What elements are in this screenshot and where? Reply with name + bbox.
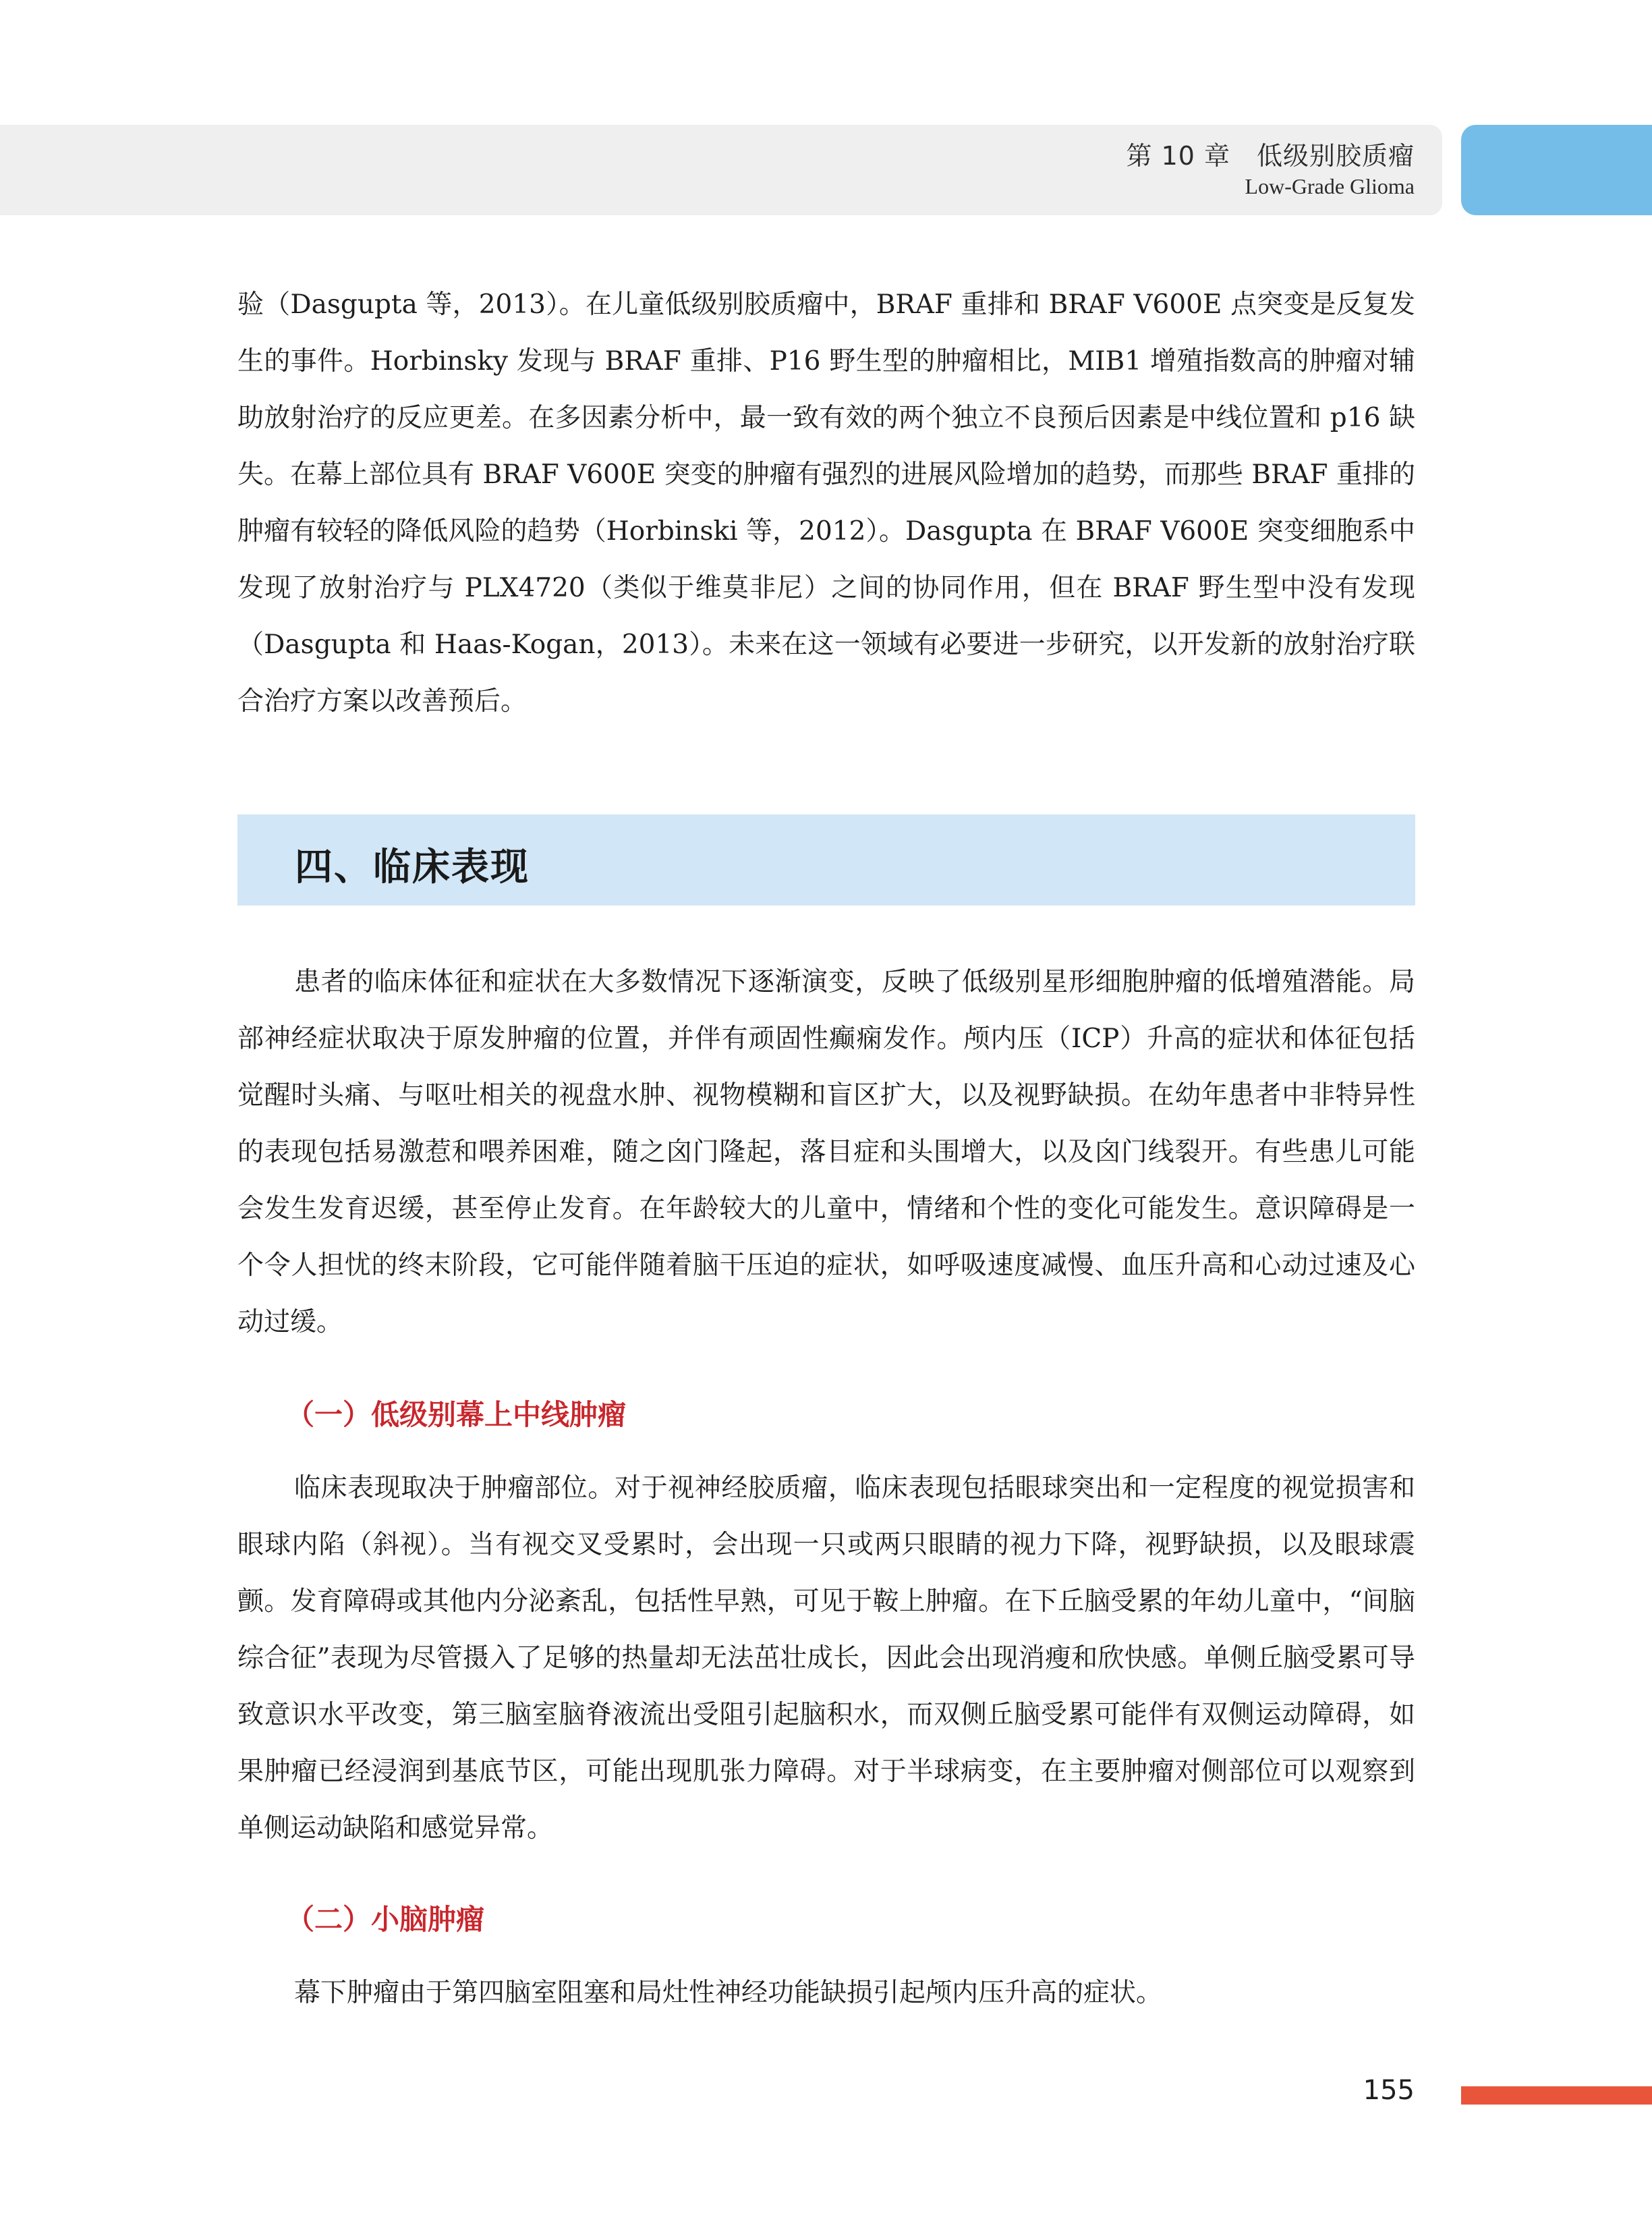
- paragraph-text: 患者的临床体征和症状在大多数情况下逐渐演变，反映了低级别星形细胞肿瘤的低增殖潜能。局部神经症状取决于原发肿瘤的位置，并伴有顽固性癫痫发作。颅内压（ICP）升高的症状和体征包括觉醒时头痛、与呕吐相关的视盘水肿、视物模糊和盲区扩大，以及视野缺损。在幼年患者中非特异性的表现包括易激惹和喂养困难，随之囟门隆起，落目症和头围增大，以及囟门线裂开。有些患儿可能会发生发育迟缓，甚至停止发育。在年龄较大的儿童中，情绪和个性的变化可能发生。意识障碍是一个令人担忧的终末阶段，它可能伴随着脑干压迫的症状，如呼吸速度减慢、血压升高和心动过速及心动过缓。: [237, 967, 1415, 1337]
- chapter-subtitle: Low-Grade Glioma: [1245, 174, 1415, 198]
- body-paragraph: [237, 1965, 1415, 2022]
- paragraph-text: 幕下肿瘤由于第四脑室阻塞和局灶性神经功能缺损引起颅内压升高的症状。: [294, 1978, 1163, 2008]
- body-paragraph: [237, 954, 1415, 1351]
- subsection-heading: （一）低级别幕上中线肿瘤: [286, 1398, 627, 1431]
- section-heading-band: [237, 814, 1415, 906]
- chapter-tab: [1461, 125, 1652, 215]
- section-title: 四、临床表现: [295, 845, 530, 889]
- subsection-heading: （二）小脑肿瘤: [286, 1903, 485, 1936]
- page-number: 155: [1363, 2075, 1415, 2106]
- paragraph-text: 验（Dasgupta 等，2013）。在儿童低级别胶质瘤中，BRAF 重排和 BRAF V600E 点突变是反复发生的事件。Horbinsky 发现与 BRAF 重排、P16 野生型的肿瘤相比，MIB1 增殖指数高的肿瘤对辅助放射治疗的反应更差。在多因素分析中，最一致有效的两个独立不良预后因素是中线位置和 p16 缺失。在幕上部位具有 BRAF V600E 突变的肿瘤有强烈的进展风险增加的趋势，而那些 BRAF 重排的肿瘤有较轻的降低风险的趋势（Horbinski 等，2012）。Dasgupta 在 BRAF V600E 突变细胞系中发现了放射治疗与 PLX4720（类似于维莫非尼）之间的协同作用，但在 BRAF 野生型中没有发现（Dasgupta 和 Haas-Kogan，2013）。未来在这一领域有必要进一步研究，以开发新的放射治疗联合治疗方案以改善预后。: [237, 289, 1415, 717]
- body-paragraph: [237, 277, 1415, 730]
- body-paragraph: [237, 1460, 1415, 1857]
- paragraph-text: 临床表现取决于肿瘤部位。对于视神经胶质瘤，临床表现包括眼球突出和一定程度的视觉损害和眼球内陷（斜视）。当有视交叉受累时，会出现一只或两只眼睛的视力下降，视野缺损，以及眼球震颤。发育障碍或其他内分泌紊乱，包括性早熟，可见于鞍上肿瘤。在下丘脑受累的年幼儿童中，“间脑综合征”表现为尽管摄入了足够的热量却无法茁壮成长，因此会出现消瘦和欣快感。单侧丘脑受累可导致意识水平改变，第三脑室脑脊液流出受阻引起脑积水，而双侧丘脑受累可能伴有双侧运动障碍，如果肿瘤已经浸润到基底节区，可能出现肌张力障碍。对于半球病变，在主要肿瘤对侧部位可以观察到单侧运动缺陷和感觉异常。: [237, 1473, 1415, 1843]
- footer-accent-bar: [1461, 2086, 1652, 2105]
- chapter-title: 第 10 章 低级别胶质瘤: [1126, 141, 1415, 171]
